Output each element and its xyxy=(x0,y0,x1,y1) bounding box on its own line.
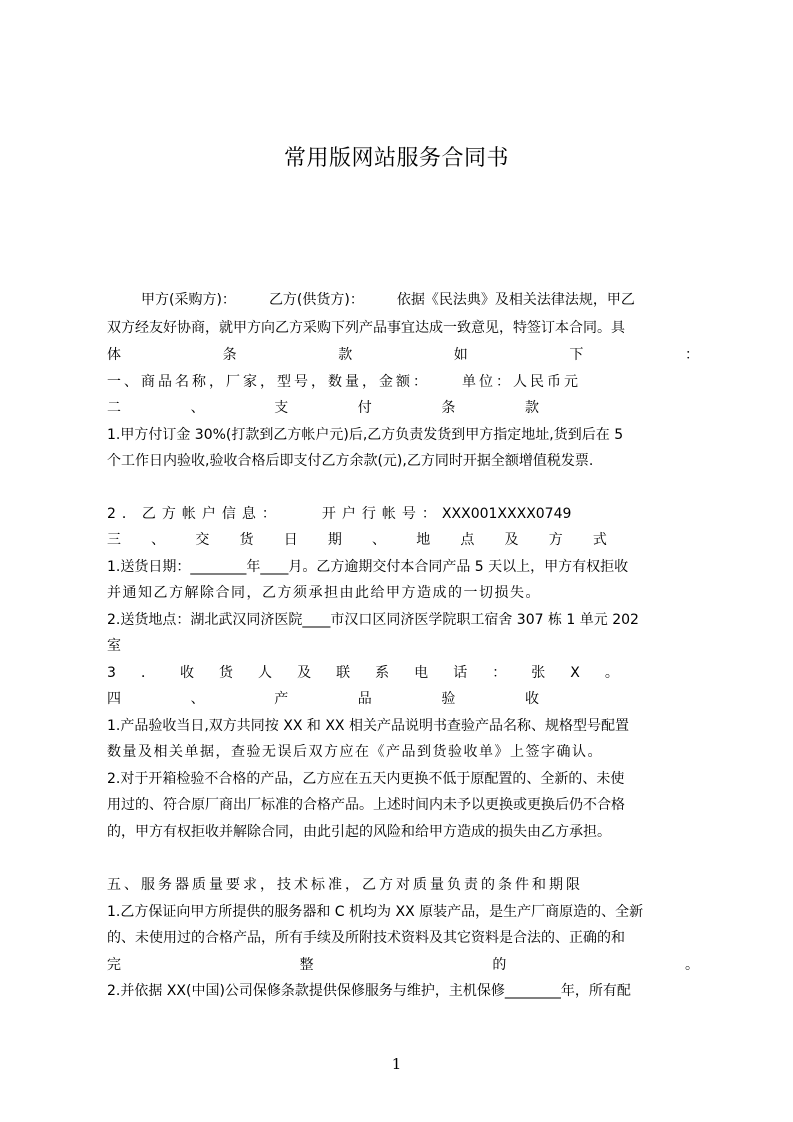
heading-char: 日 xyxy=(283,532,298,548)
account-line xyxy=(107,502,699,527)
receiver-char: 3 xyxy=(107,665,116,681)
heading-char: 、 xyxy=(151,532,166,548)
heading-char: 交 xyxy=(195,532,210,548)
heading-char: 下 xyxy=(569,347,584,363)
receiver-char: 收 xyxy=(179,665,194,681)
heading-char: 点 xyxy=(460,532,475,548)
quality-clause-1-cont: 的、未使用过的合格产品，所有手续及所附技术资料及其它资料是合法的、正确的和 xyxy=(107,930,625,946)
heading-char: 、 xyxy=(190,400,205,416)
parties-line xyxy=(107,288,699,313)
delivery-date-clause: 1.送货日期：________年____月。乙方逾期交付本合同产品 5 天以上，甲方有权拒收 xyxy=(107,559,629,575)
delivery-date-clause-cont: 并通知乙方解除合同，乙方须承担由此给甲方造成的一切损失。 xyxy=(107,585,541,601)
heading-char: 地 xyxy=(416,532,431,548)
receiver-char: 话 xyxy=(453,665,468,681)
section-5-heading: 五、服务器质量要求，技术标准，乙方对质量负责的条件和期限 xyxy=(107,877,583,893)
heading-char: 支 xyxy=(274,400,289,416)
section-4-heading xyxy=(107,687,539,712)
account-number: XXX001XXXX0749 xyxy=(441,506,572,522)
quality-clause-1-end xyxy=(107,953,699,978)
inspection-clause-2-cont: 用过的、符合原厂商出厂标准的合格产品。上述时间内未予以更换或更换后仍不合格 xyxy=(107,797,625,813)
intro-line: 双方经友好协商，就甲方向乙方采购下列产品事宜达成一致意见，特签订本合同。具 xyxy=(107,320,625,336)
heading-char: 产 xyxy=(274,691,289,707)
heading-char: 三 xyxy=(107,532,121,548)
receiver-char: 系 xyxy=(375,665,390,681)
heading-char: 款 xyxy=(338,347,353,363)
receiver-char: 联 xyxy=(336,665,351,681)
clauses-heading xyxy=(107,343,699,368)
clause-char: 。 xyxy=(684,957,699,973)
inspection-clause-1: 1.产品验收当日,双方共同按 XX 和 XX 相关产品说明书查验产品名称、规格型号配置 xyxy=(107,718,629,734)
heading-char: 二 xyxy=(107,400,121,416)
section-3-heading xyxy=(107,528,607,553)
heading-char: 付 xyxy=(357,400,372,416)
heading-char: 款 xyxy=(524,400,539,416)
intro-text: 依据《民法典》及相关法律法规，甲乙 xyxy=(396,292,635,308)
section-1-heading xyxy=(107,370,699,395)
heading-char: 期 xyxy=(327,532,342,548)
heading-char: ： xyxy=(684,347,699,363)
heading-char: 及 xyxy=(504,532,519,548)
heading-char: 验 xyxy=(441,691,456,707)
heading-char: 四 xyxy=(107,691,121,707)
receiver-char: ． xyxy=(140,665,155,681)
receiver-char: 及 xyxy=(297,665,312,681)
inspection-clause-2-end: 的，甲方有权拒收并解除合同，由此引起的风险和给甲方造成的损失由乙方承担。 xyxy=(107,824,611,840)
inspection-clause-2: 2.对于开箱检验不合格的产品，乙方应在五天内更换不低于原配置的、全新的、未使 xyxy=(107,771,625,787)
buyer-label: 甲方(采购方)： xyxy=(141,292,236,308)
clause-char: 的 xyxy=(492,957,507,973)
delivery-address-clause: 2.送货地点：湖北武汉同济医院____市汉口区同济医学院职工宿舍 307 栋 1 单元 202 xyxy=(107,612,639,628)
bank-label: 开户行帐号： xyxy=(321,506,442,522)
heading-char: 条 xyxy=(222,347,237,363)
account-label: 2．乙方帐户信息： xyxy=(107,506,282,522)
heading-char: 条 xyxy=(441,400,456,416)
receiver-char: X xyxy=(570,665,580,681)
delivery-address-clause-cont: 室 xyxy=(107,638,121,654)
heading-char: 、 xyxy=(190,691,205,707)
document-title: 常用版网站服务合同书 xyxy=(283,146,509,171)
heading-char: 、 xyxy=(372,532,387,548)
receiver-char: 张 xyxy=(531,665,546,681)
quality-clause-1: 1.乙方保证向甲方所提供的服务器和 C 机均为 XX 原装产品，是生产厂商原造的、全新 xyxy=(107,904,644,920)
section-1-label: 一、商品名称，厂家，型号，数量，金额： xyxy=(107,374,430,390)
heading-char: 收 xyxy=(524,691,539,707)
heading-char: 体 xyxy=(107,347,121,363)
heading-char: 如 xyxy=(453,347,468,363)
heading-char: 品 xyxy=(357,691,372,707)
seller-label: 乙方(供货方)： xyxy=(268,292,364,308)
receiver-char: 。 xyxy=(604,665,619,681)
quality-clause-2: 2.并依据 XX(中国)公司保修条款提供保修服务与维护，主机保修________年，所有配 xyxy=(107,983,631,999)
receiver-line xyxy=(107,661,619,686)
receiver-char: 电 xyxy=(414,665,429,681)
payment-clause-1: 1.甲方付订金 30%(打款到乙方帐户元)后,乙方负责发货到甲方指定地址,货到后在 5 xyxy=(107,427,624,443)
clause-char: 整 xyxy=(299,957,314,973)
page-number: 1 xyxy=(391,1055,402,1073)
inspection-clause-1-cont: 数量及相关单据，查验无误后双方应在《产品到货验收单》上签字确认。 xyxy=(107,744,603,760)
heading-char: 方 xyxy=(548,532,563,548)
section-2-heading xyxy=(107,396,539,421)
clause-char: 完 xyxy=(107,957,121,973)
receiver-char: 人 xyxy=(258,665,273,681)
payment-clause-1-cont: 个工作日内验收,验收合格后即支付乙方余款(元),乙方同时开据全额增值税发票. xyxy=(107,453,594,469)
receiver-char: 货 xyxy=(219,665,234,681)
unit-label: 单位：人民币元 xyxy=(462,374,581,390)
heading-char: 式 xyxy=(592,532,607,548)
receiver-char: ： xyxy=(492,665,507,681)
heading-char: 货 xyxy=(239,532,254,548)
